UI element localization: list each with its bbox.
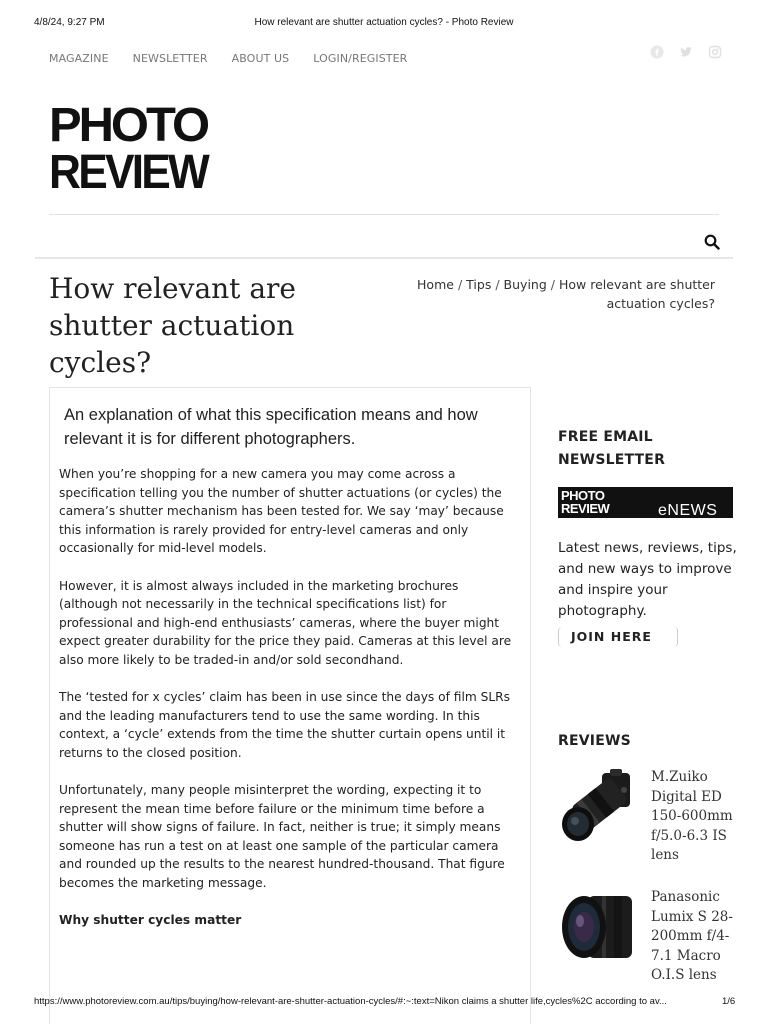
breadcrumb-home[interactable]: Home xyxy=(417,277,454,292)
nav-item-login-register[interactable]: LOGIN/REGISTER xyxy=(313,52,408,65)
article-paragraph: The ‘tested for x cycles’ claim has been in use since the days of film SLRs and the leading manufacturers tend to use the same wording. In this context, a ‘cycle’ extends from the time the shutter curtain opens until it returns to the closed position. xyxy=(59,690,510,760)
breadcrumb-current: How relevant are shutter actuation cycles? xyxy=(559,277,715,311)
review-item[interactable] xyxy=(558,888,738,988)
search-icon[interactable] xyxy=(704,234,720,250)
print-date: 4/8/24, 9:27 PM xyxy=(34,17,105,28)
article-lead: An explanation of what this specification means and how relevant it is for different photographers. xyxy=(64,406,478,448)
nav-item-magazine[interactable]: MAGAZINE xyxy=(49,52,109,65)
logo-line-2: REVIEW xyxy=(49,146,211,195)
article-body xyxy=(59,465,521,949)
join-here-button[interactable]: JOIN HERE xyxy=(558,627,678,647)
breadcrumb-buying[interactable]: Buying xyxy=(503,277,547,292)
newsletter-heading: FREE EMAIL NEWSLETTER xyxy=(558,429,666,468)
review-title-1[interactable]: M.Zuiko Digital ED 150-600mm f/5.0-6.3 IS lens xyxy=(651,769,733,863)
print-title: How relevant are shutter actuation cycles? - Photo Review xyxy=(254,17,514,28)
enews-brand-line-2: REVIEW xyxy=(561,501,610,516)
enews-banner[interactable] xyxy=(558,487,733,518)
reviews-heading: REVIEWS xyxy=(558,733,631,749)
top-nav xyxy=(49,52,407,65)
review-item[interactable] xyxy=(558,768,738,868)
article-subheading: Why shutter cycles matter xyxy=(59,913,242,927)
facebook-icon[interactable] xyxy=(650,45,664,59)
newsletter-description: Latest news, reviews, tips, and new ways to improve and inspire your photography. xyxy=(558,540,737,619)
lens-thumbnail-2[interactable] xyxy=(558,888,634,964)
lens-thumbnail-1[interactable] xyxy=(558,768,634,844)
print-page-number: 1/6 xyxy=(722,996,736,1007)
print-url: https://www.photoreview.com.au/tips/buying/how-relevant-are-shutter-actuation-cycles/#:~:text=Nikon claims a shutter life,cycles%2C according to av... xyxy=(34,996,667,1007)
article-paragraph: Unfortunately, many people misinterpret the wording, expecting it to represent the mean time before failure or the minimum time before a shutter will show signs of failure. In fact, neither is true; it simply means someone has run a test on at least one sample of the particular camera and rounded up the results to the nearest hundred-thousand. That figure becomes the marketing message. xyxy=(59,783,505,890)
header-divider xyxy=(49,214,719,215)
nav-divider xyxy=(35,257,733,259)
social-links xyxy=(650,45,722,59)
enews-brand xyxy=(561,489,609,515)
nav-item-about-us[interactable]: ABOUT US xyxy=(231,52,290,65)
nav-item-newsletter[interactable]: NEWSLETTER xyxy=(132,52,208,65)
breadcrumb-tips[interactable]: Tips xyxy=(466,277,492,292)
enews-brand-line-1: PHOTO xyxy=(561,488,605,503)
page-title: How relevant are shutter actuation cycles? xyxy=(49,272,296,379)
photo-review-logo[interactable] xyxy=(49,100,214,195)
review-title-2[interactable]: Panasonic Lumix S 28-200mm f/4-7.1 Macro O.I.S lens xyxy=(651,889,733,983)
twitter-icon[interactable] xyxy=(679,45,693,59)
enews-tag: eNEWS xyxy=(658,502,718,518)
instagram-icon[interactable] xyxy=(708,45,722,59)
breadcrumb: Home / Tips / Buying / How relevant are shutter actuation cycles? xyxy=(417,277,715,311)
article-paragraph: When you’re shopping for a new camera you may come across a specification telling you the number of shutter actuations (or cycles) the camera’s shutter mechanism has been tested for. We say ‘may’ because this information is rarely provided for entry-level cameras and only occasionally for mid-level models. xyxy=(59,467,504,555)
logo-line-1: PHOTO xyxy=(49,100,209,152)
article-paragraph: However, it is almost always included in the marketing brochures (although not necessarily in the technical specifications list) for professional and high-end enthusiasts’ cameras, where the buyer might expect greater durability for the price they paid. Cameras at this level are also more likely to be traded-in and/or sold secondhand. xyxy=(59,578,512,667)
